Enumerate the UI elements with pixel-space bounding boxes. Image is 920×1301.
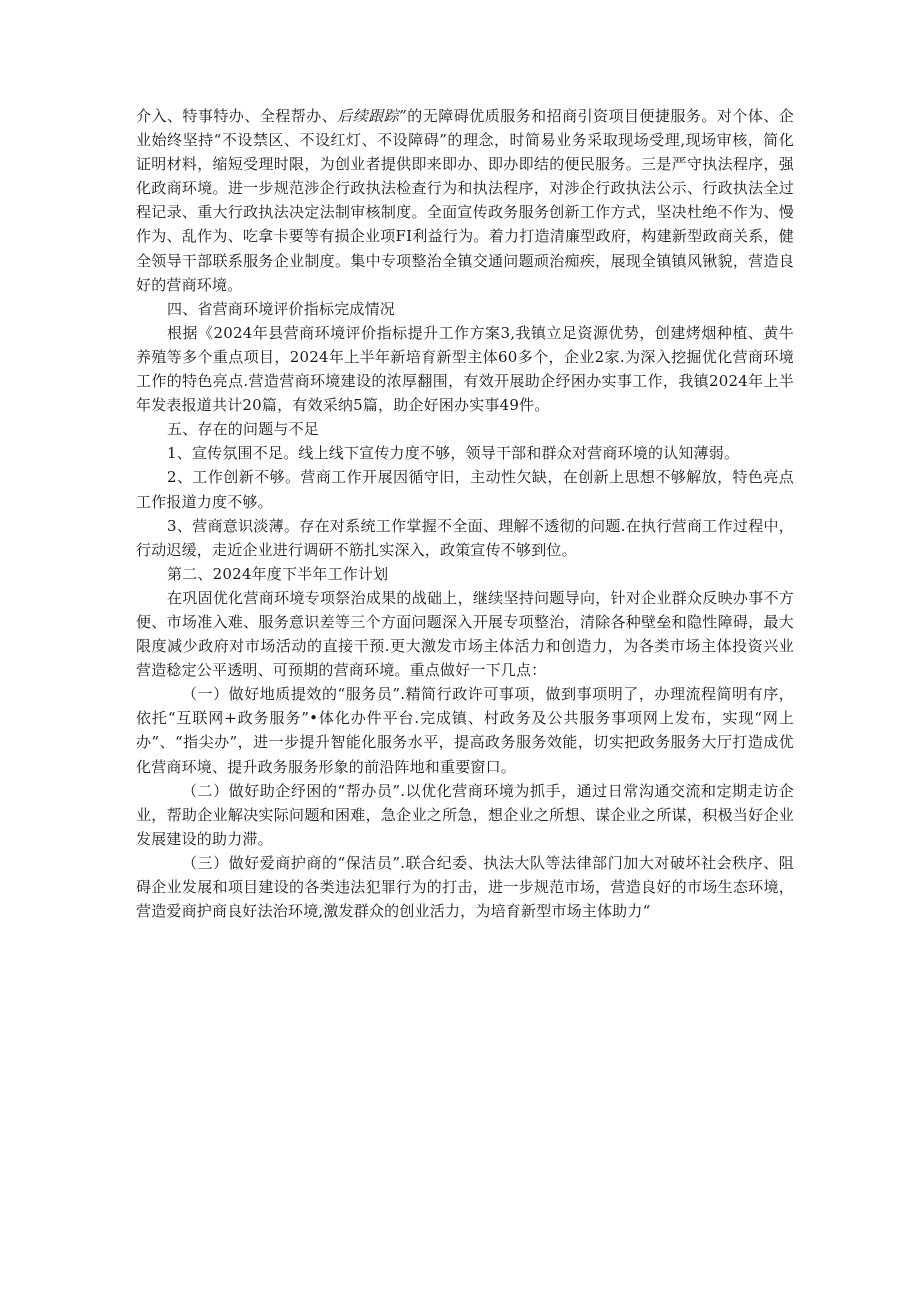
- continuation-italic-phrase: 后续跟踪”: [337, 107, 408, 125]
- paragraph-section-4: 根据《2024年县营商环境评价指标提升工作方案3,我镇立足资源优势，创建烤烟种植、黄牛养殖等多个重点项目，2024年上半年新培育新型主体60多个，企业2家.为深入挖掘优化营商环境工作的特色亮点.营造营商环境建设的浓厚翻围，有效开展助企纾困办实事工作，我镇2024年上半年发表报道共计20篇，有效采纳5篇，助企好困办实事49件。: [136, 323, 794, 415]
- plan-item-2: （二）做好助企纾困的“帮办员”.以优化营商环境为抓手，通过日常沟通交流和定期走访企业，帮助企业解决实际问题和困难，急企业之所急，想企业之所想、谋企业之所谋，积极当好企业发展建设的助力滞。: [136, 781, 794, 848]
- plan-item-3: （三）做好爱商护商的“保洁员”.联合纪委、执法大队等法律部门加大对破坏社会秩序、阻碍企业发展和项目建设的各类违法犯罪行为的打击，进一步规范市场，营造良好的市场生态环境，营造爱商护商良好法治环境,激发群众的创业活力，为培育新型市场主体助力“: [136, 853, 794, 921]
- continuation-text-a: 介入、特事特办、全程帮办、: [136, 107, 338, 125]
- section-heading-5: 五、存在的问题与不足: [167, 420, 320, 439]
- paragraph-continuation: [136, 104, 794, 297]
- plan-item-1: （一）做好地质提效的“服务员”.精简行政许可事项，做到事项明了，办理流程简明有序，依托“互联网+政务服务”•体化办件平台.完成镇、村政务及公共服务事项网上发布，实现“网上办”、“指尖办”，进一步提升智能化服务水平，提高政务服务效能，切实把政务服务大厅打造成优化营商环境、提升政务服务形象的前沿阵地和重要窗口。: [136, 685, 794, 776]
- problem-item-2: 2、工作创新不够。营商工作开展因循守旧，主动性欠缺，在创新上思想不够解放，特色亮点工作报道力度不够。: [136, 468, 794, 511]
- paragraph-plan-intro: 在巩固优化营商环境专项祭治成果的战础上，继续坚持问题导向，针对企业群众反映办事不方便、市场准入难、服务意识差等三个方面问题深入开展专项整治，清除各种壁垒和隐性障碍，最大限度减少政府对市场活动的直接干预.更大激发市场主体活力和创造力，为各类市场主体投资兴业营造稔定公平透明、可预期的营商环境。重点做好一下几点：: [136, 588, 794, 680]
- part-two-heading: 第二、2024年度下半年工作计划: [167, 564, 389, 583]
- continuation-text-b: 的无障碍优质服务和招商引资项目便捷服务。对个体、企业始终坚持“不设禁区、不设红灯、不设障碍”的理念，时简易业务采取现场受理,现场审核，简化证明材料，缩短受理时限，为创业者提供即来即办、即办即结的便民服务。三是严守执法程序，强化政商环境。进一步规范涉企行政执法检查行为和执法程序，对涉企行政执法公示、行政执法全过程记录、重大行政执法决定法制审核制度。全面宣传政务服务创新工作方式，坚决杜绝不作为、慢作为、乱作为、吃拿卡要等有损企业项FI利益行为。着力打造清廉型政府，构建新型政商关系，健全领导干部联系服务企业制度。集中专项整治全镇交通问题顽治痴疾，展现全镇镇风锹貌，营造良好的营商环境。: [136, 107, 795, 294]
- document-page: [136, 104, 794, 923]
- section-heading-4: 四、省营商环境评价指标完成情况: [167, 299, 396, 318]
- problem-item-3: 3、营商意识淡薄。存在对系统工作掌握不全面、理解不透彻的问题.在执行营商工作过程中，行动迟缓，走近企业进行调研不筋扎实深入，政策宣传不够到位。: [136, 516, 794, 559]
- problem-item-1: 1、宣传氛围不足。线上线下宣传力度不够，领导干部和群众对营商环境的认知薄弱。: [167, 444, 740, 463]
